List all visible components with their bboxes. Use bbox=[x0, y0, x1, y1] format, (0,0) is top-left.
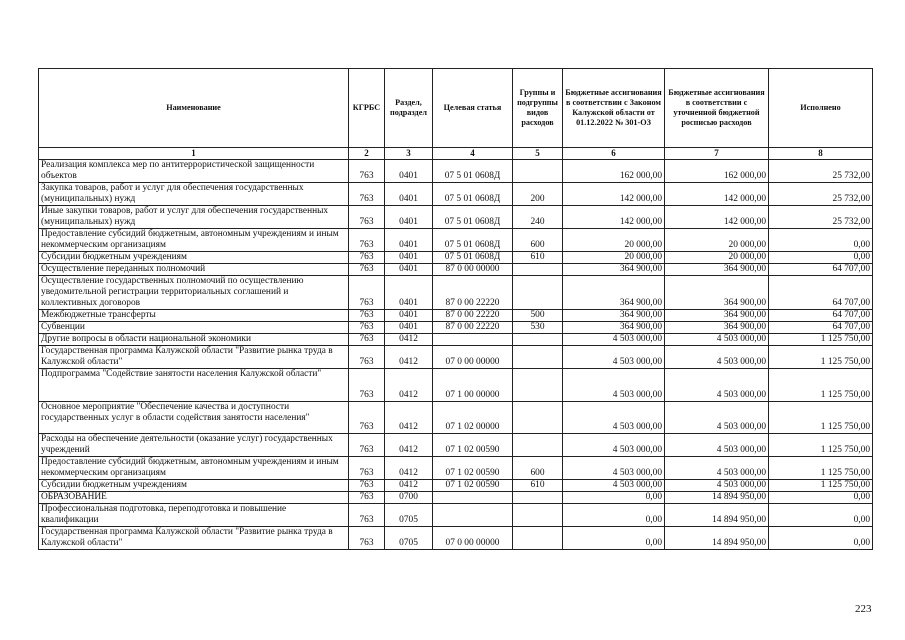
row-executed-amount: 1 125 750,00 bbox=[769, 346, 873, 369]
row-razdel: 0401 bbox=[385, 310, 433, 322]
row-law-amount: 142 000,00 bbox=[563, 206, 665, 229]
row-kgrbs: 763 bbox=[349, 492, 385, 504]
row-expense-group bbox=[513, 504, 563, 527]
table-row bbox=[39, 504, 873, 527]
row-name: ОБРАЗОВАНИЕ bbox=[39, 492, 349, 504]
row-kgrbs: 763 bbox=[349, 252, 385, 264]
row-plan-amount: 20 000,00 bbox=[665, 229, 769, 252]
row-name: Профессиональная подготовка, переподготовка и повышение квалификации bbox=[39, 504, 349, 527]
row-expense-group bbox=[513, 264, 563, 276]
row-executed-amount: 25 732,00 bbox=[769, 160, 873, 183]
row-razdel: 0412 bbox=[385, 369, 433, 402]
table-row bbox=[39, 492, 873, 504]
row-kgrbs: 763 bbox=[349, 527, 385, 550]
row-target-article: 87 0 00 22220 bbox=[433, 276, 513, 310]
row-expense-group bbox=[513, 402, 563, 434]
budget-sheet bbox=[38, 68, 873, 550]
column-number-row bbox=[39, 148, 873, 160]
row-expense-group: 600 bbox=[513, 457, 563, 480]
row-expense-group bbox=[513, 334, 563, 346]
row-target-article: 87 0 00 00000 bbox=[433, 264, 513, 276]
row-kgrbs: 763 bbox=[349, 434, 385, 457]
col-num: 3 bbox=[385, 148, 433, 160]
row-executed-amount: 64 707,00 bbox=[769, 322, 873, 334]
row-razdel: 0401 bbox=[385, 264, 433, 276]
row-target-article: 07 1 02 00000 bbox=[433, 402, 513, 434]
row-law-amount: 364 900,00 bbox=[563, 322, 665, 334]
row-plan-amount: 142 000,00 bbox=[665, 183, 769, 206]
row-name: Предоставление субсидий бюджетным, автономным учреждениям и иным некоммерческим организациям bbox=[39, 457, 349, 480]
row-law-amount: 142 000,00 bbox=[563, 183, 665, 206]
table-row bbox=[39, 334, 873, 346]
row-law-amount: 0,00 bbox=[563, 492, 665, 504]
row-law-amount: 4 503 000,00 bbox=[563, 434, 665, 457]
col-num: 7 bbox=[665, 148, 769, 160]
row-kgrbs: 763 bbox=[349, 334, 385, 346]
row-expense-group: 600 bbox=[513, 229, 563, 252]
row-executed-amount: 0,00 bbox=[769, 492, 873, 504]
row-kgrbs: 763 bbox=[349, 457, 385, 480]
row-executed-amount: 64 707,00 bbox=[769, 276, 873, 310]
row-plan-amount: 364 900,00 bbox=[665, 322, 769, 334]
header-kgrbs: КГРБС bbox=[349, 69, 385, 148]
row-plan-amount: 4 503 000,00 bbox=[665, 402, 769, 434]
table-row bbox=[39, 252, 873, 264]
row-razdel: 0412 bbox=[385, 402, 433, 434]
row-razdel: 0700 bbox=[385, 492, 433, 504]
row-target-article: 87 0 00 22220 bbox=[433, 310, 513, 322]
col-num: 6 bbox=[563, 148, 665, 160]
table-row bbox=[39, 322, 873, 334]
row-name: Субсидии бюджетным учреждениям bbox=[39, 252, 349, 264]
row-kgrbs: 763 bbox=[349, 229, 385, 252]
row-expense-group bbox=[513, 369, 563, 402]
row-plan-amount: 20 000,00 bbox=[665, 252, 769, 264]
table-row bbox=[39, 229, 873, 252]
row-target-article: 07 1 02 00590 bbox=[433, 434, 513, 457]
row-executed-amount: 1 125 750,00 bbox=[769, 434, 873, 457]
header-name: Наименование bbox=[39, 69, 349, 148]
row-target-article: 07 0 00 00000 bbox=[433, 346, 513, 369]
row-executed-amount: 25 732,00 bbox=[769, 206, 873, 229]
row-law-amount: 364 900,00 bbox=[563, 276, 665, 310]
row-executed-amount: 1 125 750,00 bbox=[769, 369, 873, 402]
header-target-article: Целевая статья bbox=[433, 69, 513, 148]
row-executed-amount: 1 125 750,00 bbox=[769, 457, 873, 480]
row-kgrbs: 763 bbox=[349, 480, 385, 492]
row-name: Реализация комплекса мер по антитеррористической защищенности объектов bbox=[39, 160, 349, 183]
row-name: Другие вопросы в области национальной экономики bbox=[39, 334, 349, 346]
row-expense-group: 610 bbox=[513, 480, 563, 492]
row-name: Расходы на обеспечение деятельности (оказание услуг) государственных учреждений bbox=[39, 434, 349, 457]
row-plan-amount: 14 894 950,00 bbox=[665, 527, 769, 550]
row-name: Закупка товаров, работ и услуг для обеспечения государственных (муниципальных) нужд bbox=[39, 183, 349, 206]
budget-table bbox=[38, 68, 873, 550]
row-executed-amount: 0,00 bbox=[769, 229, 873, 252]
header-refined-allocations: Бюджетные ассигнования в соответствии с уточненной бюджетной росписью расходов bbox=[665, 69, 769, 148]
table-row bbox=[39, 206, 873, 229]
table-row bbox=[39, 264, 873, 276]
row-razdel: 0705 bbox=[385, 504, 433, 527]
row-target-article: 87 0 00 22220 bbox=[433, 322, 513, 334]
header-executed: Исполнено bbox=[769, 69, 873, 148]
row-plan-amount: 4 503 000,00 bbox=[665, 334, 769, 346]
row-razdel: 0401 bbox=[385, 252, 433, 264]
row-target-article: 07 5 01 0608Д bbox=[433, 206, 513, 229]
row-law-amount: 4 503 000,00 bbox=[563, 480, 665, 492]
row-target-article: 07 0 00 00000 bbox=[433, 527, 513, 550]
row-law-amount: 4 503 000,00 bbox=[563, 457, 665, 480]
row-law-amount: 20 000,00 bbox=[563, 252, 665, 264]
row-target-article bbox=[433, 504, 513, 527]
row-name: Государственная программа Калужской области "Развитие рынка труда в Калужской области" bbox=[39, 527, 349, 550]
row-expense-group bbox=[513, 276, 563, 310]
row-plan-amount: 364 900,00 bbox=[665, 276, 769, 310]
row-name: Подпрограмма "Содействие занятости населения Калужской области" bbox=[39, 369, 349, 402]
row-name: Субвенции bbox=[39, 322, 349, 334]
row-expense-group: 200 bbox=[513, 183, 563, 206]
table-row bbox=[39, 457, 873, 480]
row-expense-group: 610 bbox=[513, 252, 563, 264]
row-executed-amount: 1 125 750,00 bbox=[769, 402, 873, 434]
row-plan-amount: 364 900,00 bbox=[665, 310, 769, 322]
row-name: Предоставление субсидий бюджетным, автономным учреждениям и иным некоммерческим организациям bbox=[39, 229, 349, 252]
table-row bbox=[39, 346, 873, 369]
row-law-amount: 4 503 000,00 bbox=[563, 334, 665, 346]
row-law-amount: 0,00 bbox=[563, 527, 665, 550]
row-law-amount: 20 000,00 bbox=[563, 229, 665, 252]
row-executed-amount: 25 732,00 bbox=[769, 183, 873, 206]
row-razdel: 0412 bbox=[385, 480, 433, 492]
page-number: 223 bbox=[855, 603, 872, 615]
row-plan-amount: 142 000,00 bbox=[665, 206, 769, 229]
row-kgrbs: 763 bbox=[349, 183, 385, 206]
row-expense-group: 530 bbox=[513, 322, 563, 334]
row-name: Основное мероприятие "Обеспечение качества и доступности государственных услуг в области содействия занятости населения" bbox=[39, 402, 349, 434]
row-kgrbs: 763 bbox=[349, 346, 385, 369]
row-razdel: 0401 bbox=[385, 322, 433, 334]
row-name: Иные закупки товаров, работ и услуг для обеспечения государственных (муниципальных) нужд bbox=[39, 206, 349, 229]
row-expense-group: 240 bbox=[513, 206, 563, 229]
row-law-amount: 4 503 000,00 bbox=[563, 402, 665, 434]
row-law-amount: 4 503 000,00 bbox=[563, 369, 665, 402]
row-razdel: 0401 bbox=[385, 183, 433, 206]
row-law-amount: 162 000,00 bbox=[563, 160, 665, 183]
row-target-article: 07 1 00 00000 bbox=[433, 369, 513, 402]
row-kgrbs: 763 bbox=[349, 369, 385, 402]
row-executed-amount: 0,00 bbox=[769, 527, 873, 550]
row-executed-amount: 64 707,00 bbox=[769, 264, 873, 276]
table-row bbox=[39, 434, 873, 457]
row-kgrbs: 763 bbox=[349, 264, 385, 276]
row-razdel: 0412 bbox=[385, 457, 433, 480]
table-row bbox=[39, 402, 873, 434]
row-executed-amount: 1 125 750,00 bbox=[769, 334, 873, 346]
row-law-amount: 364 900,00 bbox=[563, 310, 665, 322]
row-plan-amount: 364 900,00 bbox=[665, 264, 769, 276]
row-expense-group bbox=[513, 346, 563, 369]
row-target-article: 07 5 01 0608Д bbox=[433, 229, 513, 252]
row-expense-group bbox=[513, 434, 563, 457]
row-razdel: 0401 bbox=[385, 206, 433, 229]
row-expense-group bbox=[513, 160, 563, 183]
row-target-article: 07 1 02 00590 bbox=[433, 457, 513, 480]
row-target-article: 07 1 02 00590 bbox=[433, 480, 513, 492]
row-plan-amount: 14 894 950,00 bbox=[665, 492, 769, 504]
table-row bbox=[39, 183, 873, 206]
header-expense-groups: Группы и подгруппы видов расходов bbox=[513, 69, 563, 148]
table-row bbox=[39, 276, 873, 310]
row-executed-amount: 64 707,00 bbox=[769, 310, 873, 322]
row-kgrbs: 763 bbox=[349, 402, 385, 434]
row-razdel: 0412 bbox=[385, 334, 433, 346]
row-plan-amount: 4 503 000,00 bbox=[665, 369, 769, 402]
row-plan-amount: 4 503 000,00 bbox=[665, 480, 769, 492]
table-row bbox=[39, 369, 873, 402]
row-law-amount: 4 503 000,00 bbox=[563, 346, 665, 369]
col-num: 1 bbox=[39, 148, 349, 160]
col-num: 5 bbox=[513, 148, 563, 160]
table-row bbox=[39, 310, 873, 322]
row-razdel: 0401 bbox=[385, 160, 433, 183]
row-kgrbs: 763 bbox=[349, 310, 385, 322]
header-razdel: Раздел, подраздел bbox=[385, 69, 433, 148]
row-kgrbs: 763 bbox=[349, 206, 385, 229]
col-num: 2 bbox=[349, 148, 385, 160]
row-executed-amount: 0,00 bbox=[769, 252, 873, 264]
row-razdel: 0401 bbox=[385, 276, 433, 310]
row-executed-amount: 0,00 bbox=[769, 504, 873, 527]
row-razdel: 0412 bbox=[385, 346, 433, 369]
row-expense-group bbox=[513, 527, 563, 550]
row-plan-amount: 162 000,00 bbox=[665, 160, 769, 183]
row-law-amount: 0,00 bbox=[563, 504, 665, 527]
row-razdel: 0705 bbox=[385, 527, 433, 550]
header-law-allocations: Бюджетные ассигнования в соответствии с Законом Калужской области от 01.12.2022 № 301-ОЗ bbox=[563, 69, 665, 148]
row-plan-amount: 4 503 000,00 bbox=[665, 434, 769, 457]
row-target-article: 07 5 01 0608Д bbox=[433, 160, 513, 183]
row-name: Государственная программа Калужской области "Развитие рынка труда в Калужской области" bbox=[39, 346, 349, 369]
row-target-article bbox=[433, 334, 513, 346]
header-row bbox=[39, 69, 873, 148]
row-executed-amount: 1 125 750,00 bbox=[769, 480, 873, 492]
table-row bbox=[39, 160, 873, 183]
row-name: Межбюджетные трансферты bbox=[39, 310, 349, 322]
row-name: Субсидии бюджетным учреждениям bbox=[39, 480, 349, 492]
row-name: Осуществление переданных полномочий bbox=[39, 264, 349, 276]
row-law-amount: 364 900,00 bbox=[563, 264, 665, 276]
row-kgrbs: 763 bbox=[349, 160, 385, 183]
row-kgrbs: 763 bbox=[349, 322, 385, 334]
row-expense-group bbox=[513, 492, 563, 504]
row-target-article bbox=[433, 492, 513, 504]
row-kgrbs: 763 bbox=[349, 276, 385, 310]
table-row bbox=[39, 527, 873, 550]
row-plan-amount: 4 503 000,00 bbox=[665, 457, 769, 480]
row-plan-amount: 14 894 950,00 bbox=[665, 504, 769, 527]
col-num: 4 bbox=[433, 148, 513, 160]
row-plan-amount: 4 503 000,00 bbox=[665, 346, 769, 369]
row-target-article: 07 5 01 0608Д bbox=[433, 183, 513, 206]
row-target-article: 07 5 01 0608Д bbox=[433, 252, 513, 264]
table-row bbox=[39, 480, 873, 492]
row-kgrbs: 763 bbox=[349, 504, 385, 527]
col-num: 8 bbox=[769, 148, 873, 160]
row-razdel: 0401 bbox=[385, 229, 433, 252]
row-name: Осуществление государственных полномочий по осуществлению уведомительной регистрации территориальных соглашений и коллективных договоров bbox=[39, 276, 349, 310]
row-expense-group: 500 bbox=[513, 310, 563, 322]
row-razdel: 0412 bbox=[385, 434, 433, 457]
